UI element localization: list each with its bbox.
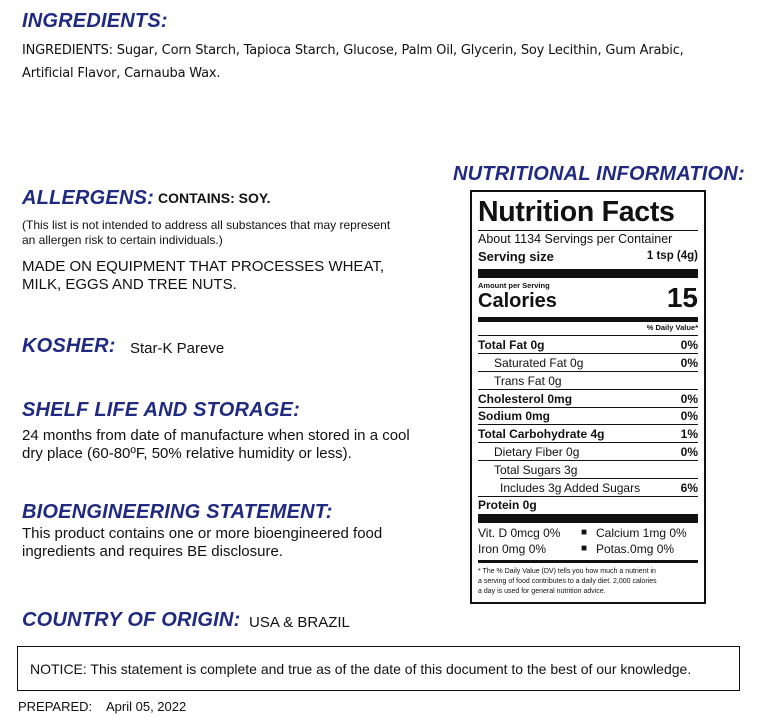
total-sugars-row (478, 463, 698, 477)
allergen-equipment-line-2: MILK, EGGS AND TREE NUTS. (22, 276, 237, 293)
notice-text: NOTICE: This statement is complete and true as of the date of this document to the best of our knowledge. (30, 661, 692, 677)
allergen-equipment-line-1: MADE ON EQUIPMENT THAT PROCESSES WHEAT, (22, 258, 384, 275)
saturated-fat-row (478, 356, 698, 370)
nf-divider (478, 424, 698, 425)
nf-divider (478, 407, 698, 408)
shelf-life-line-1: 24 months from date of manufacture when stored in a cool (22, 427, 410, 444)
nutrition-facts-panel (470, 190, 706, 604)
bullet-icon: ■ (581, 543, 588, 554)
nutrition-facts-title: Nutrition Facts (478, 196, 675, 228)
sodium-label: Sodium 0mg (478, 409, 551, 423)
dietary-fiber-label: Dietary Fiber 0g (494, 445, 580, 459)
country-of-origin-heading: COUNTRY OF ORIGIN: (22, 609, 241, 631)
nf-thick-divider (478, 269, 698, 278)
servings-per-container: About 1134 Servings per Container (478, 232, 673, 246)
dv-header: % Daily Value* (646, 323, 698, 332)
calories-label: Calories (478, 290, 557, 312)
calories-value: 15 (666, 282, 698, 313)
serving-size-value: 1 tsp (4g) (646, 250, 698, 262)
sodium-row (478, 409, 698, 423)
prepared-date: April 05, 2022 (106, 699, 187, 714)
cholesterol-label: Cholesterol 0mg (478, 392, 573, 406)
notice-box (17, 646, 740, 691)
calories-row (478, 290, 698, 313)
vit-d-value: Vit. D 0mcg 0% (478, 526, 561, 540)
nf-thick-divider (478, 514, 698, 523)
vitamins-row-1 (478, 526, 698, 540)
shelf-life-heading: SHELF LIFE AND STORAGE: (22, 399, 300, 421)
kosher-value: Star-K Pareve (130, 340, 225, 357)
nf-divider (478, 230, 698, 231)
allergens-heading: ALLERGENS: (22, 187, 154, 209)
kosher-heading: KOSHER: (22, 335, 116, 357)
nf-divider (478, 389, 698, 390)
total-sugars-label: Total Sugars 3g (494, 463, 578, 477)
total-carbohydrate-label: Total Carbohydrate 4g (478, 427, 605, 441)
trans-fat-row (478, 374, 698, 388)
ingredients-heading: INGREDIENTS: (22, 10, 168, 32)
ingredients-line-2: Artificial Flavor, Carnauba Wax. (22, 66, 221, 81)
protein-row (478, 498, 698, 512)
allergens-contains: CONTAINS: SOY. (158, 190, 271, 206)
cholesterol-row (478, 392, 698, 406)
nf-divider (478, 496, 698, 497)
nf-medium-divider (478, 317, 698, 322)
saturated-fat-label: Saturated Fat 0g (494, 356, 584, 370)
bullet-icon: ■ (581, 527, 588, 538)
footnote-line-3: a day is used for general nutrition advice. (478, 588, 606, 595)
nf-divider (478, 442, 698, 443)
shelf-life-line-2: dry place (60-80ºF, 50% relative humidity or less). (22, 445, 352, 462)
cholesterol-dv: 0% (680, 392, 698, 406)
bioengineering-line-1: This product contains one or more bioengineered food (22, 525, 383, 542)
calcium-value: Calcium 1mg 0% (596, 526, 687, 540)
added-sugars-label: Includes 3g Added Sugars (500, 481, 641, 495)
footnote-line-2: a serving of food contributes to a daily diet. 2,000 calories (478, 578, 657, 585)
vitamins-row-2 (478, 542, 698, 556)
nf-medium-divider (478, 560, 698, 563)
bioengineering-line-2: ingredients and requires BE disclosure. (22, 543, 283, 560)
added-sugars-dv: 6% (680, 481, 698, 495)
potassium-value: Potas.0mg 0% (596, 542, 675, 556)
total-fat-label: Total Fat 0g (478, 338, 545, 352)
total-fat-dv: 0% (680, 338, 698, 352)
bioengineering-heading: BIOENGINEERING STATEMENT: (22, 501, 333, 523)
allergen-disclaimer-line-1: (This list is not intended to address all substances that may represent (22, 218, 391, 232)
trans-fat-label: Trans Fat 0g (494, 374, 562, 388)
serving-size-label: Serving size (478, 249, 554, 264)
sodium-dv: 0% (680, 409, 698, 423)
nutritional-information-heading: NUTRITIONAL INFORMATION: (453, 163, 745, 185)
saturated-fat-dv: 0% (680, 356, 698, 370)
serving-size-row (478, 249, 698, 264)
added-sugars-row (478, 481, 698, 495)
nf-divider (478, 353, 698, 354)
protein-label: Protein 0g (478, 498, 537, 512)
ingredients-line-1: INGREDIENTS: Sugar, Corn Starch, Tapioca Starch, Glucose, Palm Oil, Glycerin, Soy Lecithin, Gum Arabic, (22, 43, 684, 58)
nf-divider (478, 371, 698, 372)
nf-divider (478, 335, 698, 336)
dietary-fiber-dv: 0% (680, 445, 698, 459)
dietary-fiber-row (478, 445, 698, 459)
total-carbohydrate-row (478, 427, 698, 441)
footnote-line-1: * The % Daily Value (DV) tells you how much a nutrient in (478, 568, 656, 575)
prepared-label: PREPARED: (18, 699, 93, 714)
nf-divider (500, 478, 698, 479)
allergen-disclaimer-line-2: an allergen risk to certain individuals.) (22, 233, 223, 247)
amount-per-serving: Amount per Serving (478, 281, 550, 290)
country-of-origin-value: USA & BRAZIL (249, 614, 350, 631)
nf-divider (478, 460, 698, 461)
total-carbohydrate-dv: 1% (680, 427, 698, 441)
total-fat-row (478, 338, 698, 352)
iron-value: Iron 0mg 0% (478, 542, 547, 556)
